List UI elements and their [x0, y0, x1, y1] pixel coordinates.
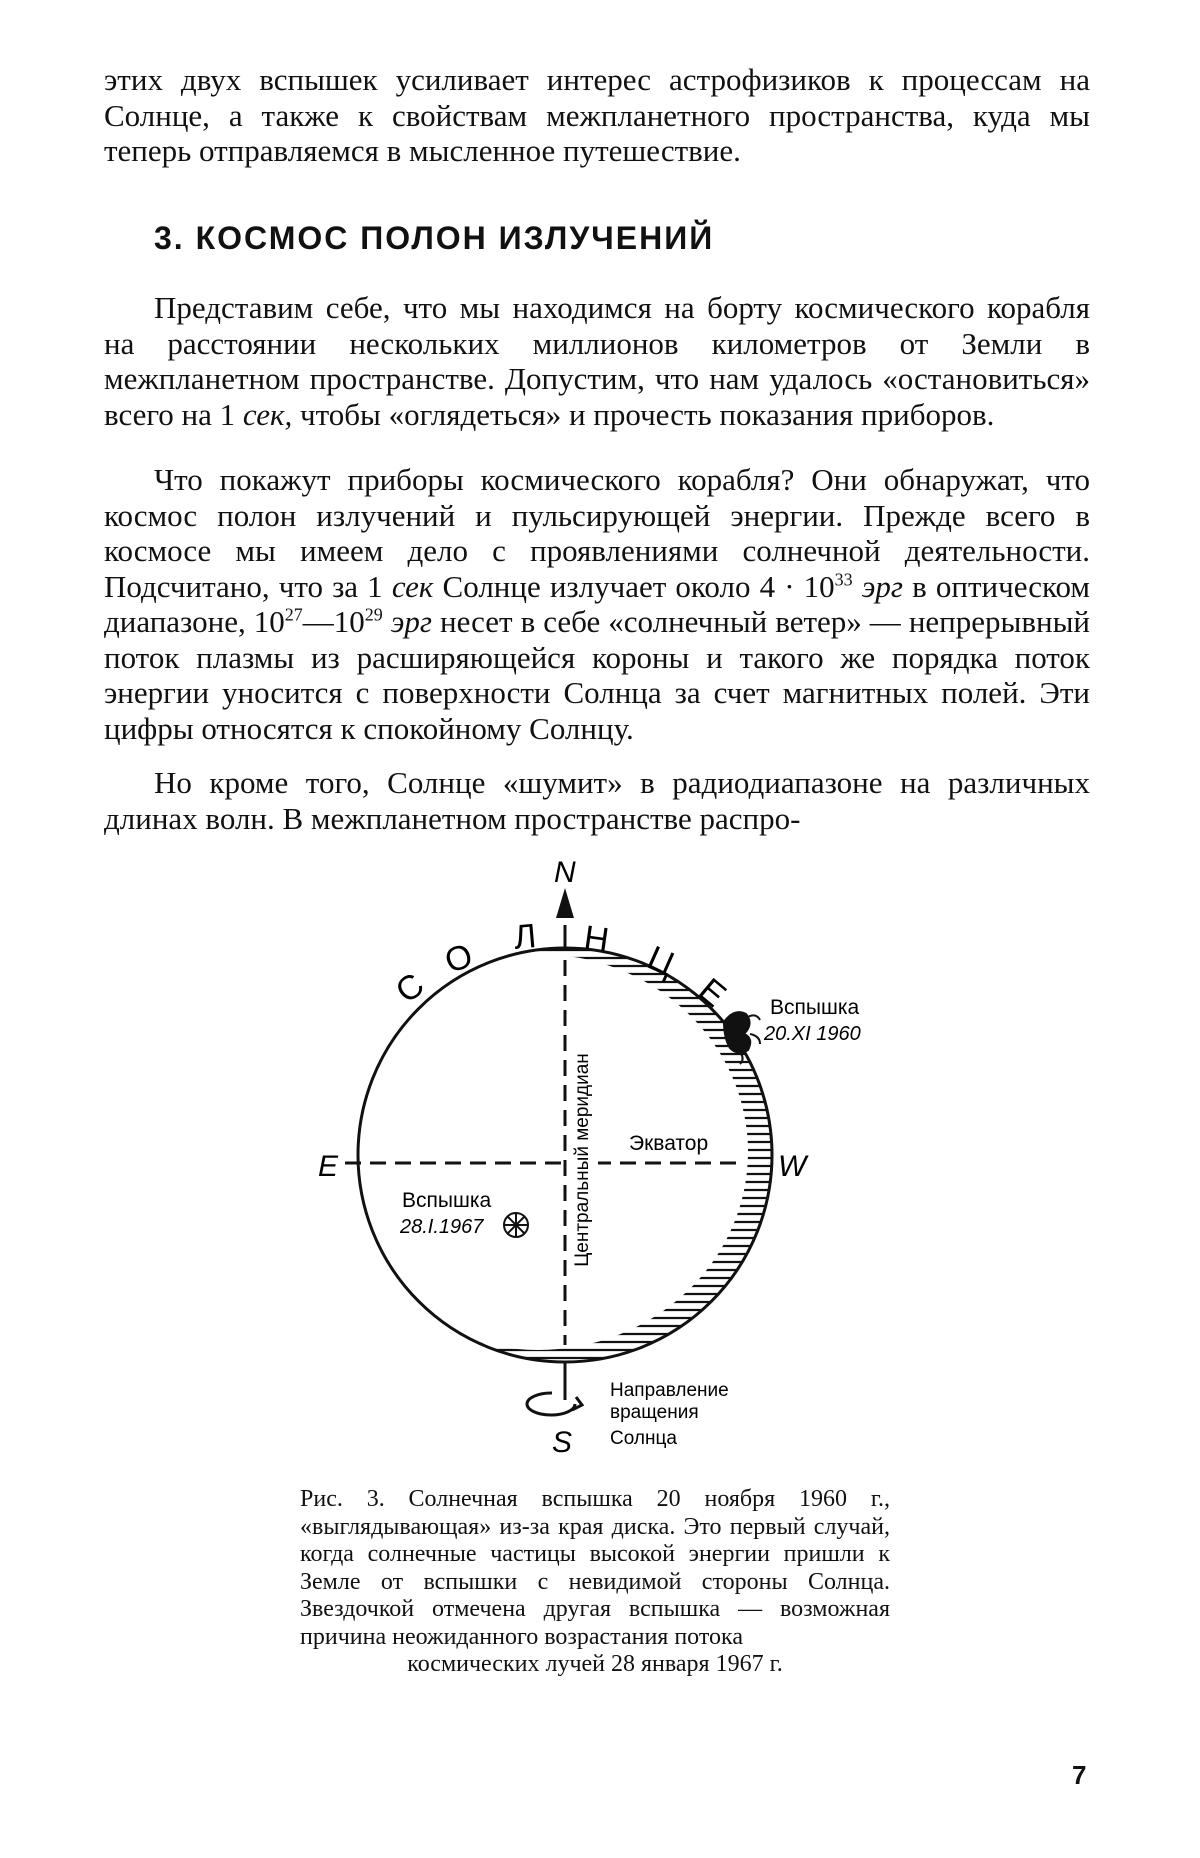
rotation-arrow-icon: [527, 1393, 582, 1415]
flare-2-date: 28.I.1967: [400, 1216, 484, 1238]
meridian-label: Центральный меридиан: [572, 1053, 593, 1267]
north-arrow-icon: [556, 888, 574, 918]
sun-letter-l: Л: [512, 917, 538, 957]
sun-letter-s: С: [388, 965, 432, 1011]
page-number: 7: [1072, 1760, 1087, 1790]
flare-1-label: Вспышка: [770, 996, 860, 1019]
sun-diagram: [300, 850, 900, 1460]
paragraph-3: Но кроме того, Солнце «шумит» в радиодиапазоне на различных длинах волн. В межпланетном пространстве распро-: [104, 765, 1090, 836]
sun-letter-n: Н: [581, 918, 612, 960]
west-label: W: [778, 1150, 807, 1183]
figure-caption: Рис. 3. Солнечная вспышка 20 ноября 1960 г., «выглядывающая» из-за края диска. Это первый случай, когда солнечные частицы высокой энергии пришли к Земле от вспышки с невидимой стороны Солнца. Звездочкой отмечена другая вспышка — возможная причина неожиданного возрастания потока космических лучей 28 января 1967 г.: [300, 1486, 890, 1677]
sun-letter-ts: Ц: [641, 938, 681, 984]
limb-flare-icon: [724, 1012, 760, 1064]
sun-letter-o: О: [439, 936, 478, 982]
paragraph-1: Представим себе, что мы находимся на борту космического корабля на расстоянии нескольких миллионов километров от Земли в межпланетном пространстве. Допустим, что нам удалось «остановиться» всего на 1 сек, чтобы «оглядеться» и прочесть показания приборов.: [104, 290, 1090, 432]
flare-1-date: 20.XI 1960: [764, 1023, 861, 1045]
paragraph-continuation: этих двух вспышек усиливает интерес астрофизиков к процессам на Солнце, а также к свойствам межпланетного пространства, куда мы теперь отправляемся в мысленное путешествие.: [104, 62, 1090, 168]
rotation-label-2: вращения: [610, 1402, 699, 1423]
flare-2-label: Вспышка: [402, 1189, 492, 1212]
paragraph-2: Что покажут приборы космического корабля? Они обнаружат, что космос полон излучений и пульсирующей энергии. Прежде всего в космосе мы имеем дело с проявлениями солнечной деятельности. Подсчитано, что за 1 сек Солнце излучает около $4 \cdot 10^{33}$ эрг в оптическом диапазоне, $10^{27}—10^{29}$ эрг несет в себе «солнечный ветер» — непрерывный поток плазмы из расширяющейся короны и такого же порядка поток энергии уносится с поверхности Солнца за счет магнитных полей. Эти цифры относятся к спокойному Солнцу.: [104, 462, 1091, 746]
flare-star-icon: [504, 1213, 528, 1237]
east-label: E: [318, 1150, 339, 1183]
south-label: S: [552, 1426, 573, 1459]
rotation-label-1: Направление: [610, 1380, 729, 1401]
section-heading: 3. КОСМОС ПОЛОН ИЗЛУЧЕНИЙ: [154, 220, 715, 256]
equator-label: Экватор: [629, 1132, 709, 1155]
sun-letter-e: Е: [691, 970, 734, 1015]
north-label: N: [554, 856, 576, 889]
rotation-label-3: Солнца: [610, 1428, 677, 1449]
